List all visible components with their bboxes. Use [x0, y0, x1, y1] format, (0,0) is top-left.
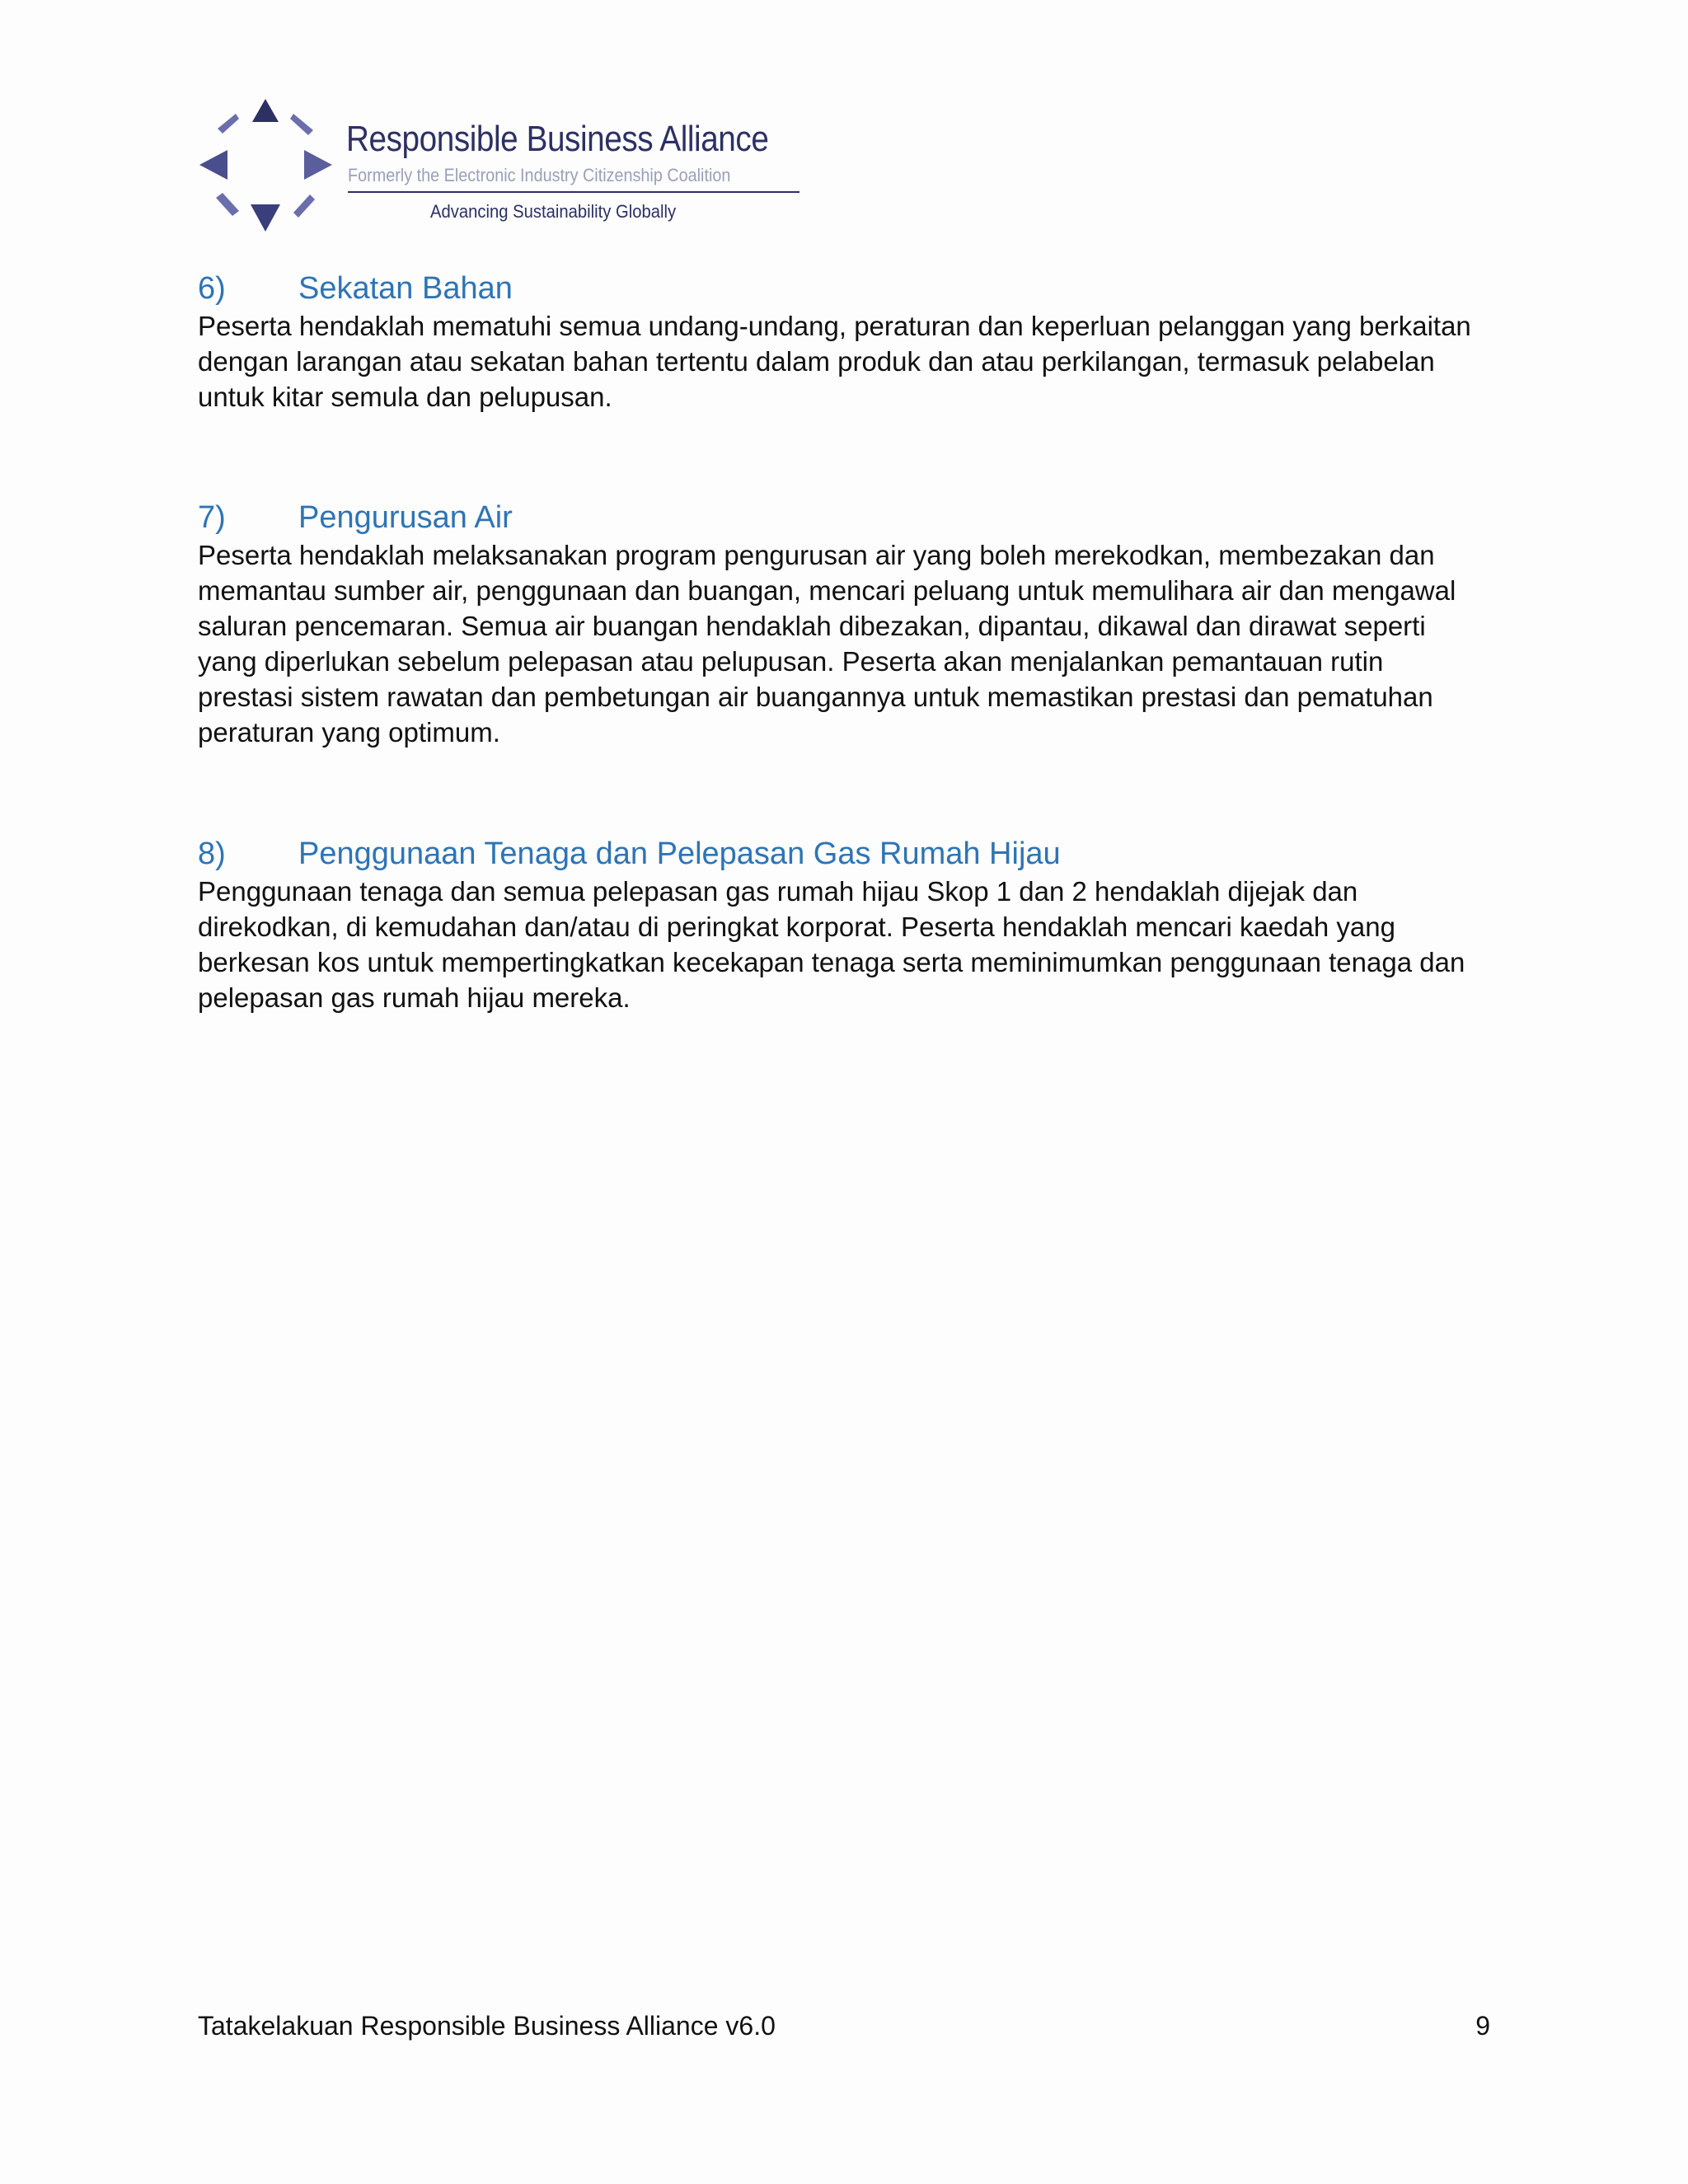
footer-document-title: Tatakelakuan Responsible Business Alliance v6.0: [198, 2011, 776, 2041]
logo-tagline: Advancing Sustainability Globally: [430, 201, 677, 222]
section-title: Penggunaan Tenaga dan Pelepasan Gas Rumah Hijau: [298, 837, 1061, 871]
section-number: 7): [198, 500, 226, 535]
section-body: Penggunaan tenaga dan semua pelepasan gas rumah hijau Skop 1 dan 2 hendaklah dijejak dan direkodkan, di kemudahan dan/atau di peringkat korporat. Peserta hendaklah mencari kaedah yang berkesan kos untuk mempertingkatkan kecekapan tenaga serta meminimumkan penggunaan tenaga dan pelepasan gas rumah hijau mereka.: [198, 876, 1465, 1013]
logo-divider: [348, 191, 799, 193]
rba-compass-logo-icon: [198, 97, 334, 233]
section-heading: [198, 836, 1484, 872]
section-number: 6): [198, 271, 226, 306]
section-number: 8): [198, 837, 226, 871]
logo-organization-name: Responsible Business Alliance: [346, 119, 769, 159]
footer-page-number: 9: [1475, 2011, 1490, 2041]
section-body: Peserta hendaklah mematuhi semua undang-undang, peraturan dan keperluan pelanggan yang berkaitan dengan larangan atau sekatan bahan tertentu dalam produk dan atau perkilangan, termasuk pelabelan untuk kitar semula dan pelupusan.: [198, 311, 1471, 412]
section-title: Pengurusan Air: [298, 500, 513, 535]
logo-formerly-text: Formerly the Electronic Industry Citizenship Coalition: [348, 165, 731, 185]
section-8: [198, 836, 1484, 1015]
section-title: Sekatan Bahan: [298, 271, 513, 306]
section-heading: [198, 499, 1484, 536]
section-7: [198, 499, 1484, 750]
section-body: Peserta hendaklah melaksanakan program pengurusan air yang boleh merekodkan, membezakan dan memantau sumber air, penggunaan dan buangan, mencari peluang untuk memulihara air dan mengawal saluran pencemaran. Semua air buangan hendaklah dibezakan, dipantau, dikawal dan dirawat seperti yang diperlukan sebelum pelepasan atau pelupusan. Peserta akan menjalankan pemantauan rutin prestasi sistem rawatan dan pembetungan air buangannya untuk memastikan prestasi dan pematuhan peraturan yang optimum.: [198, 540, 1456, 748]
section-6: [198, 270, 1484, 415]
section-heading: [198, 270, 1484, 307]
rba-logo: [198, 97, 808, 233]
